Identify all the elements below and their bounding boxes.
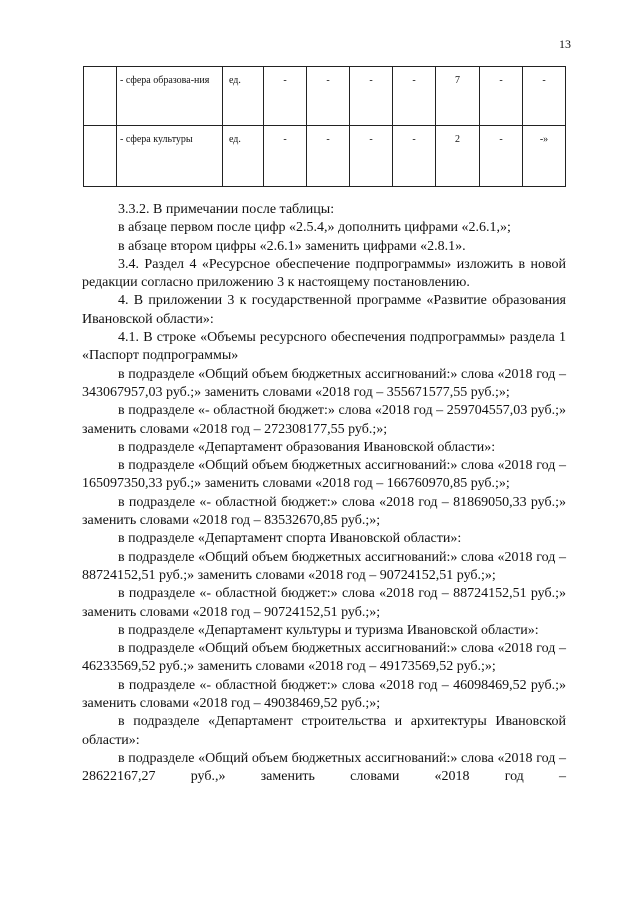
table-cell-value: -	[393, 126, 436, 187]
table-cell-value: -»	[523, 126, 566, 187]
table-cell-value: -	[307, 126, 350, 187]
table-cell-value: -	[523, 67, 566, 126]
table-cell-value: -	[350, 126, 393, 187]
table-cell-name: - сфера образова-ния	[117, 67, 223, 126]
table-row	[84, 126, 566, 187]
table-cell-unit: ед.	[223, 67, 264, 126]
paragraph: в подразделе «- областной бюджет:» слова «2018 год – 46098469,52 руб.;» заменить словами «2018 год – 49038469,52 руб.;»;	[82, 677, 566, 712]
table-cell-empty	[84, 67, 117, 126]
paragraph: 3.4. Раздел 4 «Ресурсное обеспечение подпрограммы» изложить в новой редакции согласно приложению 3 к настоящему постановлению.	[82, 256, 566, 291]
paragraph: в подразделе «Департамент культуры и туризма Ивановской области»:	[118, 622, 539, 638]
table-cell-value: -	[307, 67, 350, 126]
table-cell-value: -	[264, 126, 307, 187]
paragraph: в подразделе «- областной бюджет:» слова «2018 год – 81869050,33 руб.;» заменить словами «2018 год – 83532670,85 руб.;»;	[82, 494, 566, 529]
paragraph: 4.1. В строке «Объемы ресурсного обеспечения подпрограммы» раздела 1 «Паспорт подпрограммы»	[82, 330, 566, 364]
table-row	[84, 67, 566, 126]
paragraph: в подразделе «Общий объем бюджетных ассигнований:» слова «2018 год – 28622167,27 руб.,» заменить словами «2018 год –	[82, 750, 566, 785]
table-cell-value: -	[393, 67, 436, 126]
paragraph: в подразделе «Департамент спорта Ивановской области»:	[118, 531, 462, 547]
paragraph: в подразделе «Общий объем бюджетных ассигнований:» слова «2018 год – 46233569,52 руб.;» заменить словами «2018 год – 49173569,52 руб.;»;	[82, 641, 566, 675]
paragraph: в подразделе «Общий объем бюджетных ассигнований:» слова «2018 год – 88724152,51 руб.;» заменить словами «2018 год – 90724152,51 руб.;»;	[82, 549, 566, 583]
paragraph: в подразделе «- областной бюджет:» слова «2018 год – 259704557,03 руб.;» заменить словами «2018 год – 272308177,55 руб.;»;	[82, 403, 566, 437]
table-cell-value: -	[480, 126, 523, 187]
table-cell-name: - сфера культуры	[117, 126, 223, 187]
table-cell-value: -	[350, 67, 393, 126]
paragraph: 3.3.2. В примечании после таблицы:	[118, 202, 335, 217]
paragraph: в подразделе «- областной бюджет:» слова «2018 год – 88724152,51 руб.;» заменить словами «2018 год – 90724152,51 руб.;»;	[82, 586, 566, 620]
paragraph: 4. В приложении 3 к государственной программе «Развитие образования Ивановской области»:	[82, 293, 566, 327]
paragraph: в подразделе «Общий объем бюджетных ассигнований:» слова «2018 год – 343067957,03 руб.;» заменить словами «2018 год – 355671577,55 руб.;»;	[82, 366, 566, 400]
table-cell-value: -	[480, 67, 523, 126]
indicator-table	[83, 66, 566, 187]
table-cell-empty	[84, 126, 117, 187]
table-cell-value: -	[264, 67, 307, 126]
document-body	[82, 201, 566, 787]
paragraph: в подразделе «Департамент образования Ивановской области»:	[118, 439, 496, 455]
paragraph: в абзаце первом после цифр «2.5.4,» дополнить цифрами «2.6.1,»;	[118, 220, 511, 236]
page-number: 13	[559, 37, 571, 51]
paragraph: в абзаце втором цифры «2.6.1» заменить цифрами «2.8.1».	[118, 238, 466, 254]
table-cell-unit: ед.	[223, 126, 264, 187]
paragraph: в подразделе «Общий объем бюджетных ассигнований:» слова «2018 год – 165097350,33 руб.;» заменить словами «2018 год – 166760970,85 руб.;»;	[82, 458, 566, 492]
table-cell-value: 7	[436, 67, 480, 126]
paragraph: в подразделе «Департамент строительства и архитектуры Ивановской области»:	[82, 714, 566, 748]
table-cell-value: 2	[436, 126, 480, 187]
